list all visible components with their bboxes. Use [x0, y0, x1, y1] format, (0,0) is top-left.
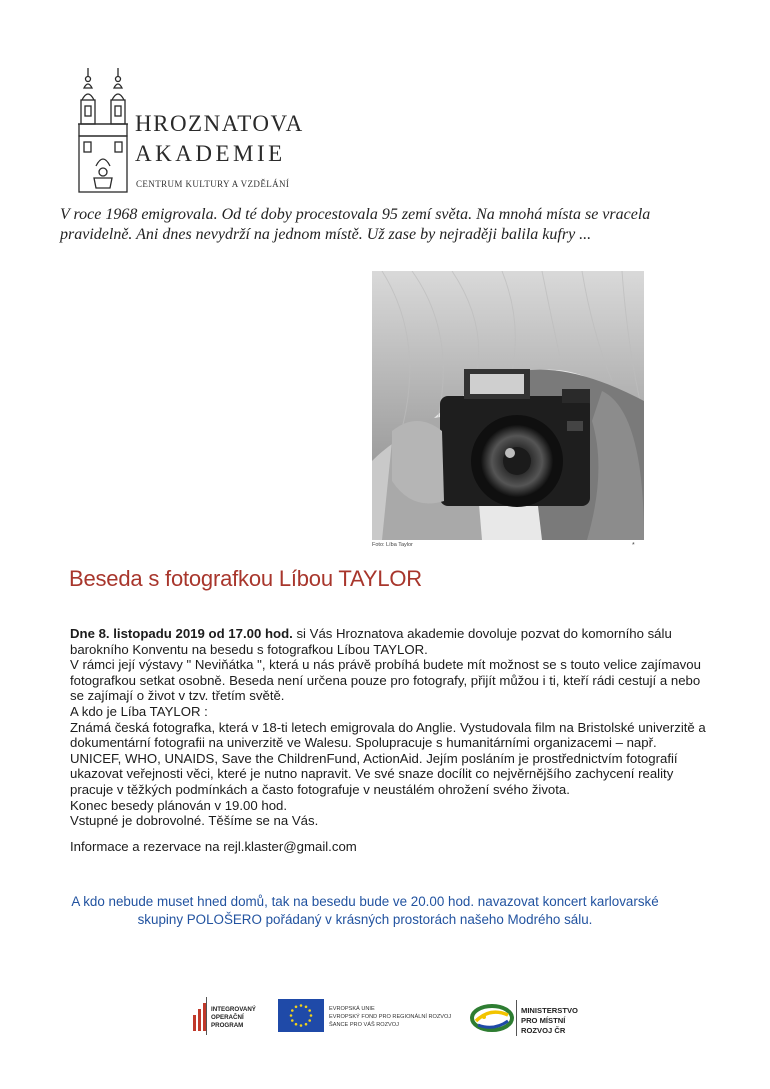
eu-flag-icon: [278, 999, 324, 1032]
contact-info: Informace a rezervace na rejl.klaster@gmail.com: [70, 838, 357, 854]
intro-text: V roce 1968 emigrovala. Od té doby procestovala 95 zemí světa. Na mnohá místa se vracela pravidelně. Ani dnes nevydrží na jednom místě. Už zase by nejraději balila kufry ...: [60, 206, 651, 243]
logo-title-line2: AKADEMIE: [135, 141, 286, 166]
iop-line: OPERAČNÍ: [211, 1014, 244, 1021]
eu-line: EVROPSKÁ UNIE: [329, 1006, 375, 1012]
logo-subtitle: CENTRUM KULTURY A VZDĚLÁNÍ: [136, 179, 290, 189]
mmr-divider: [516, 1000, 517, 1036]
logo-title-line1: HROZNATOVA: [135, 111, 304, 136]
admission-text: Vstupné je dobrovolné. Těšíme se na Vás.: [70, 813, 319, 829]
photo-credit: Foto: Líba Taylor: [372, 542, 413, 548]
eu-line: ŠANCE PRO VÁŠ ROZVOJ: [329, 1022, 399, 1028]
iop-line: INTEGROVANÝ: [211, 1006, 256, 1013]
iop-bars-icon: [193, 1001, 207, 1031]
concert-note: A kdo nebude muset hned domů, tak na besedu bude ve 20.00 hod. navazovat koncert karlovarské skupiny POLOŠERO pořádaný v krásných prostorách našeho Modrého sálu.: [71, 894, 659, 927]
iop-line: PROGRAM: [211, 1022, 244, 1029]
mmr-line: ROZVOJ ČR: [521, 1026, 566, 1035]
event-date: Dne 8. listopadu 2019 od 17.00 hod.: [70, 626, 293, 641]
eu-line: EVROPSKÝ FOND PRO REGIONÁLNÍ ROZVOJ: [329, 1014, 452, 1020]
logo-title: [135, 112, 304, 165]
photo-mark: *: [632, 542, 635, 549]
mmr-line: MINISTERSTVO: [521, 1006, 578, 1015]
mmr-text: [521, 1006, 578, 1036]
mmr-line: PRO MÍSTNÍ: [521, 1016, 566, 1025]
exhibition-paragraph: V rámci její výstavy " Neviňátka ", která u nás právě probíhá budete mít možnost se s touto velice zajímavou fotografkou setkat osobně. Beseda není určena pouze pro fotografy, přijít můžou i ti, kteří rádi cestují a nebo se zajímají o život v tzv. třetím světě.: [70, 657, 701, 704]
who-heading: A kdo je Líba TAYLOR :: [70, 703, 208, 719]
church-towers-logo-icon: [74, 66, 132, 194]
invitation-text: si Vás Hroznatova akademie dovoluje pozvat do komorního sálu barokního Konventu na besedu s fotografkou Líbou TAYLOR.: [70, 626, 672, 657]
eu-text: [329, 1005, 451, 1029]
event-description: [70, 626, 710, 854]
bio-paragraph: Známá česká fotografka, která v 18-ti letech emigrovala do Anglie. Vystudovala film na Bristolské univerzitě a dokumentární fotografii na univerzitě ve Walesu. Spolupracuje s humanitárními organizacemi – např. UNICEF, WHO, UNAIDS, Save the ChildrenFund, ActionAid. Jejím posláním je prostřednictvím fotografií ukazovat veřejnosti věci, které je nutno napravit. Ve své snaze docílit co nejvěrnějšího zachycení reality pracuje v těžkých podmínkách a často fotografuje v neustálém ohrožení svého života.: [70, 719, 706, 797]
event-title: Beseda s fotografkou Líbou TAYLOR: [69, 566, 422, 591]
photographer-with-camera-photo: [372, 271, 644, 540]
end-time: Konec besedy plánován v 19.00 hod.: [70, 797, 288, 813]
mmr-swirl-logo-icon: [470, 1003, 514, 1033]
invitation-paragraph: [70, 626, 710, 657]
